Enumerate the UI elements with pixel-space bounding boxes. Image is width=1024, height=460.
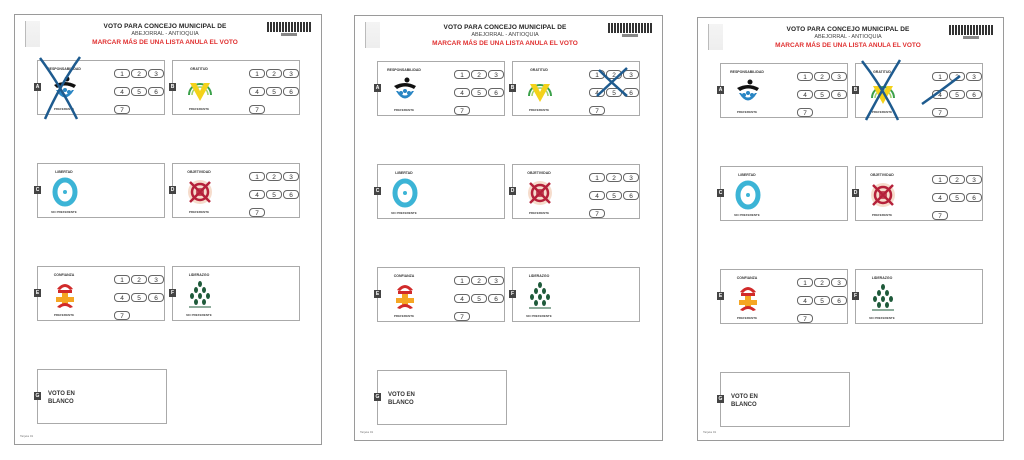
candidate-box-6[interactable]: 6	[966, 90, 982, 99]
candidate-box-6[interactable]: 6	[283, 190, 299, 199]
candidate-box-5[interactable]: 5	[606, 191, 622, 200]
candidate-box-4[interactable]: 4	[454, 88, 470, 97]
candidate-box-5[interactable]: 5	[266, 87, 282, 96]
candidate-box-4[interactable]: 4	[249, 190, 265, 199]
party-vote-type: PREFERENTE	[528, 108, 550, 112]
candidate-box-1[interactable]: 1	[589, 70, 605, 79]
party-emblem-icon[interactable]	[527, 74, 553, 106]
candidate-box-4[interactable]: 4	[589, 88, 605, 97]
party-emblem-icon[interactable]	[527, 177, 553, 209]
candidate-grid	[797, 72, 853, 126]
party-vote-type: PREFERENTE	[871, 110, 893, 114]
blank-vote-box[interactable]	[37, 369, 167, 424]
candidate-box-6[interactable]: 6	[623, 88, 639, 97]
candidate-box-1[interactable]: 1	[114, 275, 130, 284]
candidate-box-6[interactable]: 6	[488, 294, 504, 303]
party-emblem-icon[interactable]	[52, 73, 78, 105]
party-box-b[interactable]	[172, 60, 300, 115]
party-box-a[interactable]	[377, 61, 505, 116]
candidate-box-5[interactable]: 5	[814, 296, 830, 305]
party-letter: B	[853, 87, 858, 93]
party-emblem-icon[interactable]	[870, 282, 896, 314]
candidate-box-7[interactable]: 7	[589, 209, 605, 218]
party-emblem-icon[interactable]	[527, 280, 553, 312]
candidate-box-4[interactable]: 4	[797, 90, 813, 99]
footer-text: Tarjeta 01	[703, 430, 717, 434]
candidate-box-7[interactable]: 7	[454, 106, 470, 115]
ballot-warning: MARCAR MÁS DE UNA LISTA ANULA EL VOTO	[432, 40, 578, 47]
blank-letter: G	[35, 393, 40, 399]
blank-label-2: BLANCO	[388, 400, 414, 406]
party-box-d[interactable]	[512, 164, 640, 219]
party-letter: E	[718, 293, 723, 299]
candidate-box-3[interactable]: 3	[488, 70, 504, 79]
ballot-title: VOTO PARA CONCEJO MUNICIPAL DE	[786, 26, 910, 33]
registry-logo	[365, 22, 380, 48]
ballot-header	[75, 23, 255, 46]
candidate-box-1[interactable]: 1	[249, 172, 265, 181]
candidate-box-1[interactable]: 1	[797, 278, 813, 287]
candidate-box-7[interactable]: 7	[932, 108, 948, 117]
candidate-box-2[interactable]: 2	[266, 172, 282, 181]
candidate-box-6[interactable]: 6	[966, 193, 982, 202]
blank-vote-box[interactable]	[720, 372, 850, 427]
party-emblem-icon[interactable]	[735, 282, 761, 314]
candidate-grid	[589, 173, 645, 227]
candidate-box-2[interactable]: 2	[606, 70, 622, 79]
candidate-box-2[interactable]: 2	[814, 278, 830, 287]
candidate-box-4[interactable]: 4	[454, 294, 470, 303]
ballot-location: ABEJORRAL - ANTIOQUIA	[814, 34, 882, 40]
party-emblem-icon[interactable]	[735, 76, 761, 108]
party-name: LIDERAZGO	[871, 276, 893, 280]
party-vote-type: PREFERENTE	[871, 213, 893, 217]
blank-label-1: VOTO EN	[388, 392, 415, 398]
party-emblem-icon[interactable]	[735, 179, 761, 211]
candidate-box-1[interactable]: 1	[454, 70, 470, 79]
candidate-box-5[interactable]: 5	[949, 193, 965, 202]
candidate-box-7[interactable]: 7	[589, 106, 605, 115]
footer-text: Tarjeta 01	[20, 434, 34, 438]
party-emblem-icon[interactable]	[52, 176, 78, 208]
party-name: OBJETIVIDAD	[527, 171, 551, 175]
blank-letter: G	[375, 394, 380, 400]
blank-letter: G	[718, 396, 723, 402]
party-letter: F	[170, 290, 175, 296]
candidate-grid	[114, 275, 170, 329]
party-box-c[interactable]	[37, 163, 165, 218]
party-letter: D	[510, 188, 515, 194]
ballot-warning: MARCAR MÁS DE UNA LISTA ANULA EL VOTO	[775, 42, 921, 49]
party-box-e[interactable]	[37, 266, 165, 321]
candidate-grid	[249, 172, 305, 226]
party-letter: B	[510, 85, 515, 91]
candidate-grid	[589, 70, 645, 124]
candidate-box-3[interactable]: 3	[966, 72, 982, 81]
candidate-box-4[interactable]: 4	[932, 90, 948, 99]
party-vote-type: PREFERENTE	[188, 107, 210, 111]
party-letter: B	[170, 84, 175, 90]
candidate-box-5[interactable]: 5	[471, 294, 487, 303]
party-emblem-icon[interactable]	[187, 176, 213, 208]
party-emblem-icon[interactable]	[870, 179, 896, 211]
party-letter: A	[35, 84, 40, 90]
candidate-box-2[interactable]: 2	[949, 175, 965, 184]
blank-label-1: VOTO EN	[48, 391, 75, 397]
ballot-title: VOTO PARA CONCEJO MUNICIPAL DE	[443, 24, 567, 31]
candidate-grid	[932, 72, 988, 126]
party-box-c[interactable]	[377, 164, 505, 219]
candidate-box-4[interactable]: 4	[797, 296, 813, 305]
candidate-box-1[interactable]: 1	[249, 69, 265, 78]
candidate-box-6[interactable]: 6	[488, 88, 504, 97]
party-vote-type: PREFERENTE	[736, 316, 758, 320]
party-letter: D	[170, 187, 175, 193]
party-vote-type: NO PREFERENTE	[186, 313, 212, 317]
candidate-box-2[interactable]: 2	[814, 72, 830, 81]
candidate-box-7[interactable]: 7	[114, 311, 130, 320]
candidate-box-5[interactable]: 5	[471, 88, 487, 97]
candidate-box-7[interactable]: 7	[454, 312, 470, 321]
candidate-box-3[interactable]: 3	[623, 70, 639, 79]
candidate-box-3[interactable]: 3	[966, 175, 982, 184]
ballot-header	[415, 24, 595, 47]
party-box-e[interactable]	[720, 269, 848, 324]
party-vote-type: PREFERENTE	[53, 313, 75, 317]
party-name: RESPONSABILIDAD	[730, 70, 764, 74]
party-box-a[interactable]	[37, 60, 165, 115]
candidate-box-7[interactable]: 7	[249, 105, 265, 114]
candidate-box-2[interactable]: 2	[949, 72, 965, 81]
party-box-b[interactable]	[512, 61, 640, 116]
party-name: LIBERTAD	[55, 170, 73, 174]
candidate-box-6[interactable]: 6	[148, 87, 164, 96]
ballot-2	[354, 15, 663, 441]
candidate-box-4[interactable]: 4	[932, 193, 948, 202]
party-emblem-icon[interactable]	[52, 279, 78, 311]
candidate-box-1[interactable]: 1	[932, 72, 948, 81]
candidate-box-2[interactable]: 2	[131, 69, 147, 78]
party-name: LIDERAZGO	[188, 273, 210, 277]
candidate-box-3[interactable]: 3	[623, 173, 639, 182]
party-emblem-icon[interactable]	[392, 280, 418, 312]
party-vote-type: PREFERENTE	[736, 110, 758, 114]
party-vote-type: PREFERENTE	[53, 107, 75, 111]
party-letter: A	[375, 85, 380, 91]
candidate-grid	[454, 70, 510, 124]
candidate-box-6[interactable]: 6	[831, 296, 847, 305]
party-vote-type: PREFERENTE	[188, 210, 210, 214]
candidate-box-6[interactable]: 6	[623, 191, 639, 200]
party-letter: F	[853, 293, 858, 299]
candidate-grid	[797, 278, 853, 332]
party-letter: A	[718, 87, 723, 93]
ballot-location: ABEJORRAL - ANTIOQUIA	[471, 32, 539, 38]
party-emblem-icon[interactable]	[392, 74, 418, 106]
party-box-d[interactable]	[172, 163, 300, 218]
party-emblem-icon[interactable]	[187, 73, 213, 105]
party-vote-type: NO PREFERENTE	[51, 210, 77, 214]
party-name: CONFIANZA	[53, 273, 75, 277]
party-vote-type: NO PREFERENTE	[869, 316, 895, 320]
candidate-grid	[454, 276, 510, 330]
party-name: RESPONSABILIDAD	[47, 67, 81, 71]
candidate-grid	[114, 69, 170, 123]
candidate-box-7[interactable]: 7	[932, 211, 948, 220]
party-vote-type: NO PREFERENTE	[391, 211, 417, 215]
candidate-box-2[interactable]: 2	[266, 69, 282, 78]
party-emblem-icon[interactable]	[187, 279, 213, 311]
party-letter: C	[375, 188, 380, 194]
candidate-box-3[interactable]: 3	[148, 69, 164, 78]
party-name: LIBERTAD	[395, 171, 413, 175]
candidate-box-3[interactable]: 3	[488, 276, 504, 285]
party-name: GRATITUD	[873, 70, 891, 74]
party-vote-type: PREFERENTE	[393, 314, 415, 318]
party-vote-type: PREFERENTE	[528, 211, 550, 215]
candidate-box-3[interactable]: 3	[148, 275, 164, 284]
barcode	[949, 25, 993, 35]
candidate-box-4[interactable]: 4	[114, 293, 130, 302]
party-name: GRATITUD	[530, 68, 548, 72]
candidate-box-3[interactable]: 3	[831, 72, 847, 81]
candidate-box-1[interactable]: 1	[797, 72, 813, 81]
candidate-box-4[interactable]: 4	[249, 87, 265, 96]
footer-text: Tarjeta 01	[360, 430, 374, 434]
candidate-box-7[interactable]: 7	[797, 108, 813, 117]
party-name: OBJETIVIDAD	[187, 170, 211, 174]
blank-vote-box[interactable]	[377, 370, 507, 425]
party-box-c[interactable]	[720, 166, 848, 221]
candidate-box-3[interactable]: 3	[283, 172, 299, 181]
party-emblem-icon[interactable]	[870, 76, 896, 108]
candidate-box-2[interactable]: 2	[471, 70, 487, 79]
candidate-box-6[interactable]: 6	[283, 87, 299, 96]
barcode	[267, 22, 311, 32]
candidate-box-5[interactable]: 5	[814, 90, 830, 99]
party-box-e[interactable]	[377, 267, 505, 322]
candidate-box-7[interactable]: 7	[249, 208, 265, 217]
candidate-box-4[interactable]: 4	[114, 87, 130, 96]
party-box-f[interactable]	[855, 269, 983, 324]
party-name: CONFIANZA	[393, 274, 415, 278]
candidate-box-6[interactable]: 6	[148, 293, 164, 302]
candidate-box-3[interactable]: 3	[283, 69, 299, 78]
barcode	[608, 23, 652, 33]
candidate-box-5[interactable]: 5	[131, 293, 147, 302]
ballot-header	[758, 26, 938, 49]
party-vote-type: NO PREFERENTE	[734, 213, 760, 217]
party-name: OBJETIVIDAD	[870, 173, 894, 177]
party-name: CONFIANZA	[736, 276, 758, 280]
party-name: GRATITUD	[190, 67, 208, 71]
candidate-box-1[interactable]: 1	[114, 69, 130, 78]
candidate-box-5[interactable]: 5	[606, 88, 622, 97]
blank-label-1: VOTO EN	[731, 394, 758, 400]
registry-logo	[25, 21, 40, 47]
candidate-box-1[interactable]: 1	[454, 276, 470, 285]
party-letter: E	[35, 290, 40, 296]
candidate-box-2[interactable]: 2	[471, 276, 487, 285]
ballot-warning: MARCAR MÁS DE UNA LISTA ANULA EL VOTO	[92, 39, 238, 46]
party-letter: C	[718, 190, 723, 196]
party-vote-type: NO PREFERENTE	[526, 314, 552, 318]
candidate-box-5[interactable]: 5	[949, 90, 965, 99]
blank-label-2: BLANCO	[48, 399, 74, 405]
candidate-grid	[932, 175, 988, 229]
party-vote-type: PREFERENTE	[393, 108, 415, 112]
party-name: LIBERTAD	[738, 173, 756, 177]
party-letter: C	[35, 187, 40, 193]
candidate-box-4[interactable]: 4	[589, 191, 605, 200]
blank-label-2: BLANCO	[731, 402, 757, 408]
candidate-box-1[interactable]: 1	[589, 173, 605, 182]
candidate-box-7[interactable]: 7	[114, 105, 130, 114]
party-box-d[interactable]	[855, 166, 983, 221]
party-letter: F	[510, 291, 515, 297]
candidate-grid	[249, 69, 305, 123]
ballot-title: VOTO PARA CONCEJO MUNICIPAL DE	[103, 23, 227, 30]
ballot-1	[14, 14, 322, 445]
candidate-box-5[interactable]: 5	[131, 87, 147, 96]
candidate-box-1[interactable]: 1	[932, 175, 948, 184]
registry-logo	[708, 24, 723, 50]
party-box-f[interactable]	[172, 266, 300, 321]
candidate-box-2[interactable]: 2	[606, 173, 622, 182]
candidate-box-7[interactable]: 7	[797, 314, 813, 323]
party-box-b[interactable]	[855, 63, 983, 118]
party-emblem-icon[interactable]	[392, 177, 418, 209]
ballot-location: ABEJORRAL - ANTIOQUIA	[131, 31, 199, 37]
party-letter: D	[853, 190, 858, 196]
party-name: RESPONSABILIDAD	[387, 68, 421, 72]
party-box-f[interactable]	[512, 267, 640, 322]
candidate-box-5[interactable]: 5	[266, 190, 282, 199]
candidate-box-3[interactable]: 3	[831, 278, 847, 287]
candidate-box-2[interactable]: 2	[131, 275, 147, 284]
candidate-box-6[interactable]: 6	[831, 90, 847, 99]
party-letter: E	[375, 291, 380, 297]
party-name: LIDERAZGO	[528, 274, 550, 278]
party-box-a[interactable]	[720, 63, 848, 118]
ballot-3	[697, 17, 1004, 441]
